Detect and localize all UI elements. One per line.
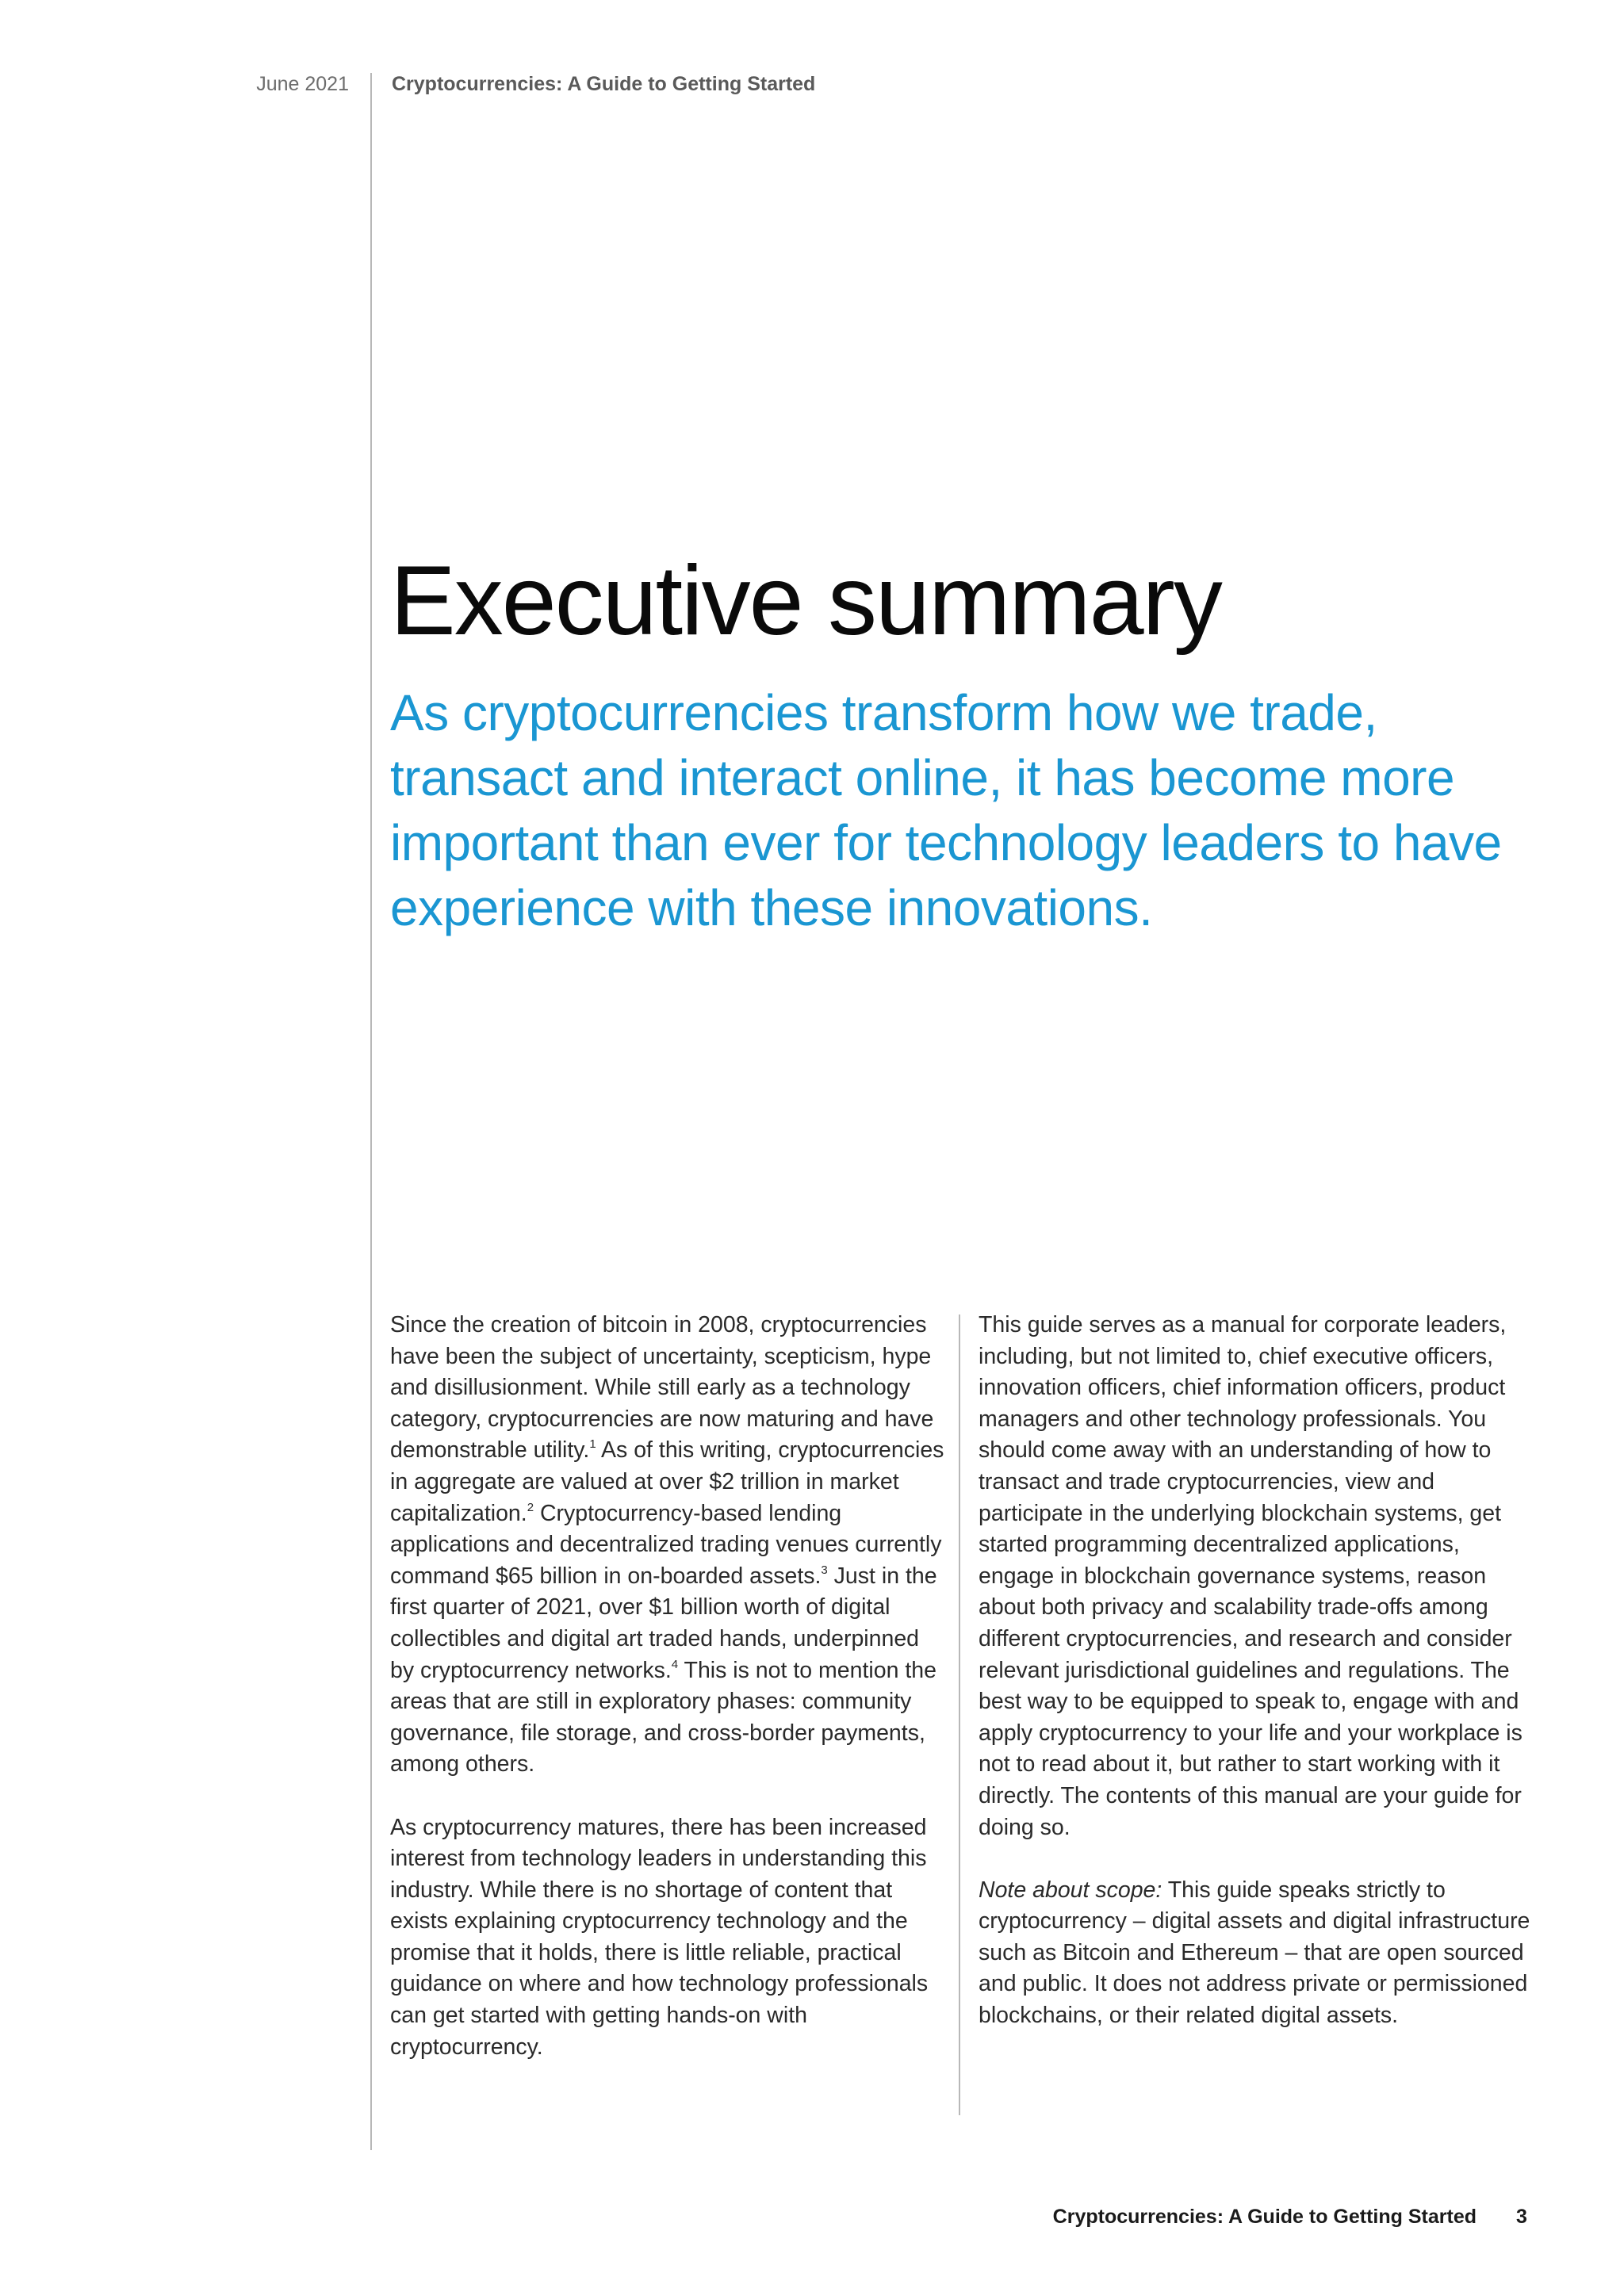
page-title: Executive summary	[390, 546, 1221, 656]
left-p1-text-4: Just in the first quarter of 2021, over $1 billion worth of digital collectibles and digital art traded hands, underpinned by cryptocurrency networks.	[390, 1563, 937, 1683]
scope-note-body: This guide speaks strictly to cryptocurrency – digital assets and digital infrastructure such as Bitcoin and Ethereum – that are open sourced and public. It does not address private or permissioned blockchains, or their related digital assets.	[979, 1877, 1530, 2029]
left-p1-text-5: This is not to mention the areas that are still in exploratory phases: community governance, file storage, and cross-border payments, among others.	[390, 1657, 936, 1777]
scope-note-lead: Note about scope:	[979, 1877, 1162, 1903]
column-divider	[959, 1314, 960, 2115]
header-date: June 2021	[256, 73, 349, 95]
footnote-ref-4: 4	[671, 1657, 679, 1671]
vertical-rule	[370, 73, 372, 2150]
right-column	[979, 1310, 1534, 2063]
footnote-ref-2: 2	[527, 1500, 534, 1514]
page-number: 3	[1516, 2206, 1527, 2228]
footnote-ref-3: 3	[821, 1563, 828, 1577]
left-paragraph-2: As cryptocurrency matures, there has been increased interest from technology leaders in understanding this industry. While there is no shortage of content that exists explaining cryptocurrency technology and the promise that it holds, there is little reliable, practical guidance on where and how technology professionals can get started with getting hands-on with cryptocurrency.	[390, 1814, 929, 2060]
left-p1-text-3: Cryptocurrency-based lending applications and decentralized trading venues currently command $65 billion in on-boarded assets.	[390, 1500, 942, 1589]
left-column	[390, 1310, 945, 2095]
page-subtitle: As cryptocurrencies transform how we trade, transact and interact online, it has become more important than ever for technology leaders to have experience with these innovations.	[390, 684, 1502, 936]
footnote-ref-1: 1	[589, 1437, 596, 1452]
footer-title: Cryptocurrencies: A Guide to Getting Started	[1052, 2206, 1477, 2228]
right-paragraph-2	[979, 1875, 1534, 2032]
left-p1-text-2: As of this writing, cryptocurrencies in aggregate are valued at over $2 trillion in market capitalization.	[390, 1437, 944, 1526]
right-paragraph-1: This guide serves as a manual for corporate leaders, including, but not limited to, chief executive officers, innovation officers, chief information officers, product managers and other technology professionals. You should come away with an understanding of how to transact and trade cryptocurrencies, view and participate in the underlying blockchain systems, get started programming decentralized applications, engage in blockchain governance systems, reason about both privacy and scalability trade-offs among different cryptocurrencies, and research and consider relevant jurisdictional guidelines and regulations. The best way to be equipped to speak to, engage with and apply cryptocurrency to your life and your workplace is not to read about it, but rather to start working with it directly. The contents of this manual are your guide for doing so.	[979, 1312, 1522, 1840]
left-p1-text-1: Since the creation of bitcoin in 2008, cryptocurrencies have been the subject of uncertainty, scepticism, hype and disillusionment. While still early as a technology category, cryptocurrencies are now maturing and have demonstrable utility.	[390, 1312, 934, 1464]
header-title: Cryptocurrencies: A Guide to Getting Started	[392, 73, 816, 95]
left-paragraph-1	[390, 1310, 945, 1781]
